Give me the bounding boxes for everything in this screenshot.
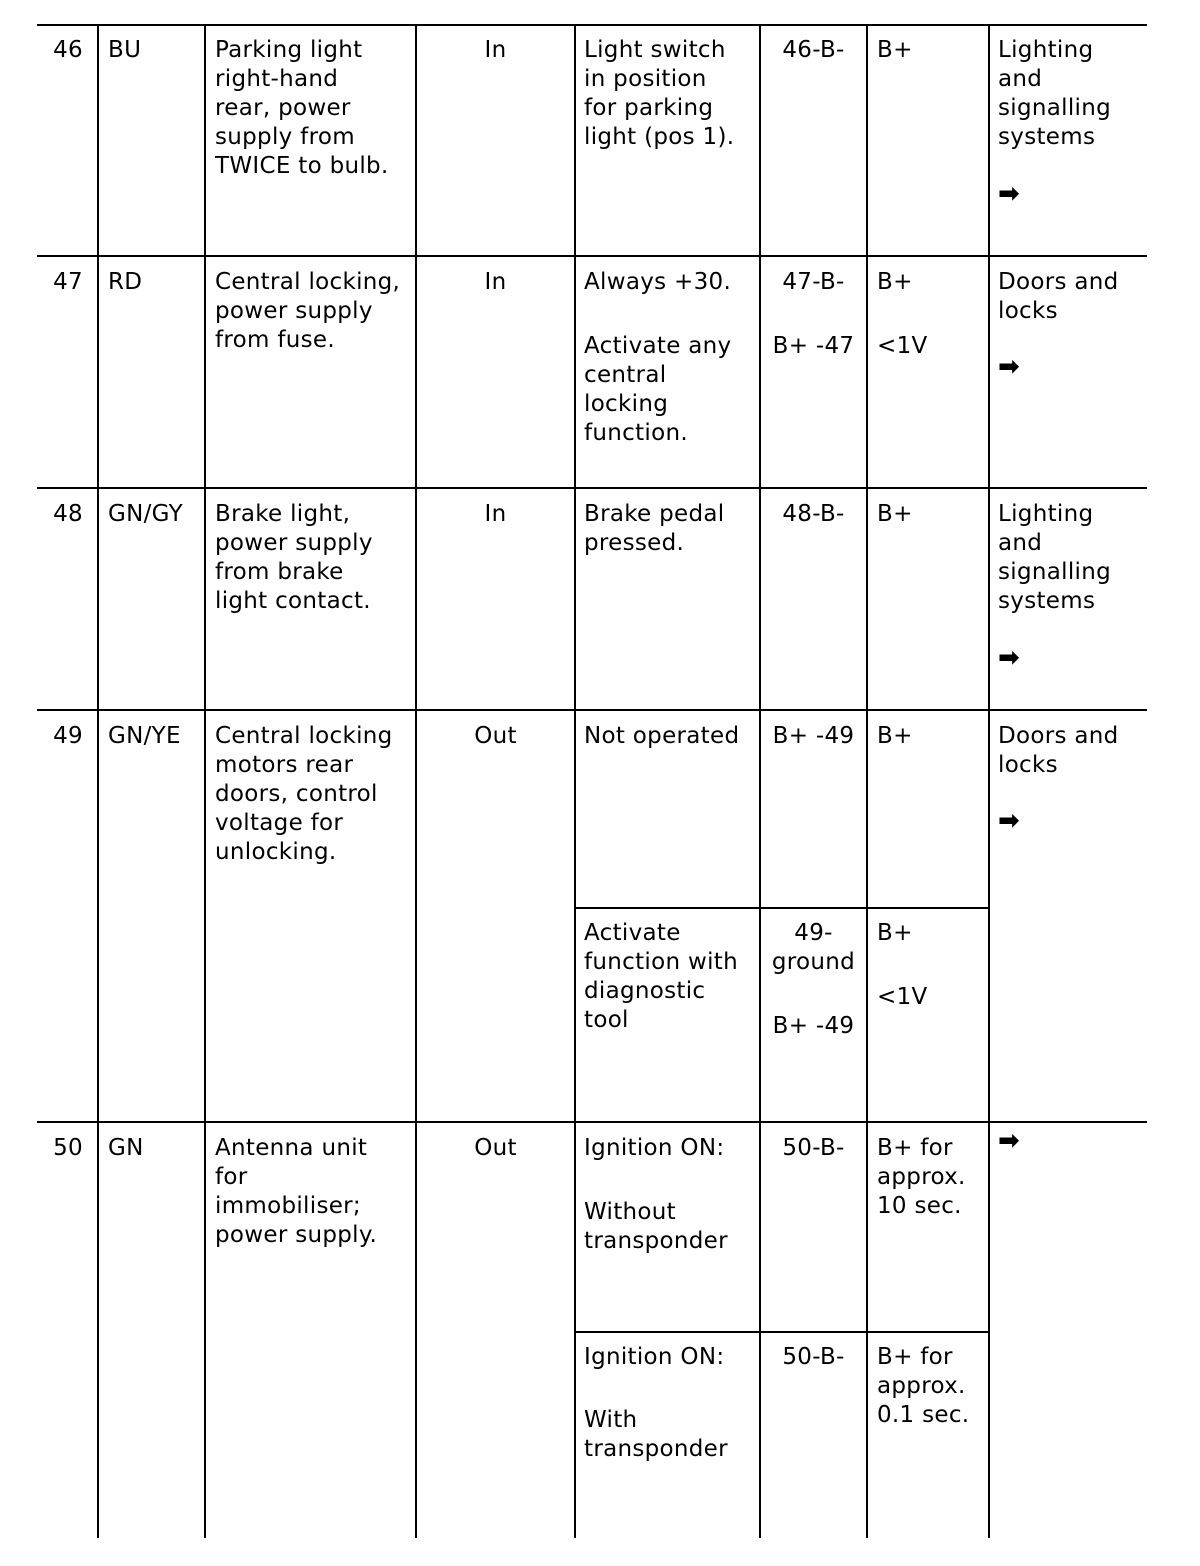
column-divider [204, 24, 206, 1538]
wire-color: GN/GY [108, 501, 184, 527]
expected-value: B+ for approx. 0.1 sec. [877, 1344, 970, 1428]
right-arrow-icon[interactable]: ➡ [998, 179, 1020, 209]
condition: Not operated [584, 723, 740, 749]
column-divider [759, 24, 761, 1538]
direction: Out [474, 723, 517, 749]
expected-value: B+ for approx. 10 sec. [877, 1135, 966, 1219]
reference-section: Lighting and signalling systems [998, 37, 1111, 150]
wire-color: GN/YE [108, 723, 181, 749]
expected-value: B+ [877, 269, 913, 295]
condition-detail: With transponder [584, 1407, 728, 1462]
right-arrow-icon[interactable]: ➡ [998, 352, 1020, 382]
pin-number: 46 [53, 37, 83, 63]
condition: Light switch in position for parking light (pos 1). [584, 37, 735, 150]
measure-point: 46-B- [782, 37, 845, 63]
condition: Brake pedal pressed. [584, 501, 725, 556]
column-divider [97, 24, 99, 1538]
pin-number: 49 [53, 723, 83, 749]
condition: Ignition ON: [584, 1135, 725, 1161]
description: Central locking, power supply from fuse. [215, 269, 401, 353]
pin-number: 48 [53, 501, 83, 527]
condition: Activate any central locking function. [584, 333, 732, 446]
expected-value: B+ [877, 37, 913, 63]
measure-point: 47-B- [782, 269, 845, 295]
measure-point: 50-B- [782, 1135, 845, 1161]
condition: Activate function with diagnostic tool [584, 920, 738, 1033]
reference-section: Doors and locks [998, 269, 1119, 324]
direction: In [484, 37, 507, 63]
measure-point: 50-B- [782, 1344, 845, 1370]
expected-value: <1V [877, 984, 928, 1010]
pin-number: 47 [53, 269, 83, 295]
expected-value: B+ [877, 723, 913, 749]
measure-point: B+ -49 [772, 723, 855, 749]
wire-color: BU [108, 37, 142, 63]
wire-color: RD [108, 269, 143, 295]
direction: In [484, 501, 507, 527]
reference-section: Lighting and signalling systems [998, 501, 1111, 614]
wire-color: GN [108, 1135, 144, 1161]
expected-value: B+ [877, 501, 913, 527]
direction: Out [474, 1135, 517, 1161]
reference-section: Doors and locks [998, 723, 1119, 778]
measure-point: 48-B- [782, 501, 845, 527]
right-arrow-icon[interactable]: ➡ [998, 1126, 1020, 1156]
condition: Always +30. [584, 269, 732, 295]
column-divider [988, 24, 990, 1538]
description: Brake light, power supply from brake light contact. [215, 501, 373, 614]
right-arrow-icon[interactable]: ➡ [998, 806, 1020, 836]
column-divider [415, 24, 417, 1538]
description: Parking light right-hand rear, power supply from TWICE to bulb. [215, 37, 389, 179]
direction: In [484, 269, 507, 295]
description: Antenna unit for immobiliser; power supply. [215, 1135, 378, 1248]
measure-point: 49- ground [771, 920, 856, 975]
condition-detail: Without transponder [584, 1199, 728, 1254]
condition: Ignition ON: [584, 1344, 725, 1370]
right-arrow-icon[interactable]: ➡ [998, 643, 1020, 673]
expected-value: <1V [877, 333, 928, 359]
description: Central locking motors rear doors, control voltage for unlocking. [215, 723, 393, 865]
column-divider [574, 24, 576, 1538]
pin-number: 50 [53, 1135, 83, 1161]
column-divider [866, 24, 868, 1538]
measure-point: B+ -49 [772, 1013, 855, 1039]
measure-point: B+ -47 [772, 333, 855, 359]
sub-row-divider [575, 907, 989, 909]
expected-value: B+ [877, 920, 913, 946]
sub-row-divider [575, 1331, 989, 1333]
